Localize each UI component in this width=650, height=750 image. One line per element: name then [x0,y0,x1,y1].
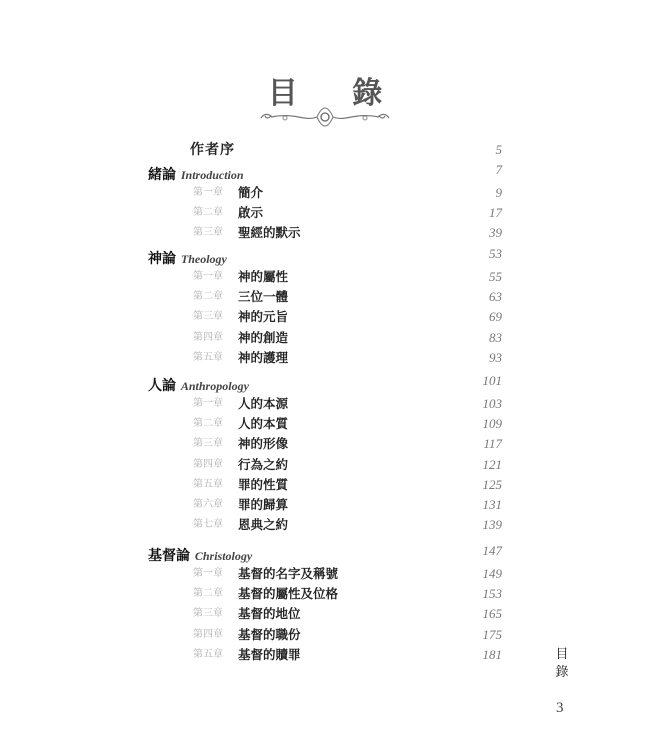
toc-section[interactable] [0,543,650,566]
chapter-label: 第二章 [193,207,223,219]
toc-chapter[interactable] [0,604,650,624]
chapter-label: 第三章 [193,227,223,239]
page-number-ref: 69 [489,309,502,325]
toc-chapter[interactable] [0,307,650,327]
chapter-label: 第三章 [193,608,223,620]
toc-chapter[interactable] [0,515,650,535]
toc-chapter[interactable] [0,645,650,665]
chapter-title: 啟示 [238,205,264,221]
chapter-label: 第一章 [193,271,223,282]
chapter-label: 第五章 [193,478,223,490]
page-number-ref: 103 [482,396,502,411]
chapter-label: 第六章 [193,499,223,510]
chapter-title: 基督的名字及稱號 [238,566,339,581]
toc-chapter[interactable] [0,348,650,368]
page-number-ref: 149 [482,566,502,581]
side-section-label [554,646,570,682]
chapter-title: 基督的地位 [238,606,301,622]
page-number-ref: 53 [489,246,502,261]
side-label-char: 目 [555,647,569,662]
toc-chapter[interactable] [0,203,650,223]
section-title-zh: 人論 [148,378,176,394]
side-label-char: 錄 [555,665,569,680]
section-title [148,546,252,566]
chapter-label: 第一章 [193,398,223,409]
chapter-title: 神的元旨 [238,309,289,325]
page-number-ref: 131 [482,497,502,512]
chapter-title: 基督的贖罪 [238,646,301,662]
page-number-ref: 147 [482,543,502,558]
toc-chapter[interactable] [0,414,650,434]
chapter-label: 第五章 [193,351,223,363]
toc-chapter[interactable] [0,584,650,604]
chapter-title: 恩典之約 [238,517,289,533]
page-number-ref: 83 [489,329,502,345]
chapter-title: 神的創造 [238,329,289,345]
section-title [148,165,244,185]
toc-chapter[interactable] [0,475,650,495]
chapter-title: 基督的職份 [238,626,301,642]
chapter-title: 神的屬性 [238,269,289,284]
page-number-ref: 17 [489,205,502,221]
chapter-label: 第一章 [193,568,223,579]
chapter-label: 第五章 [193,648,223,660]
toc-chapter[interactable] [0,267,650,287]
toc-chapter[interactable] [0,625,650,645]
chapter-label: 第四章 [193,458,223,470]
toc-chapter[interactable] [0,223,650,243]
page-number-ref: 175 [482,626,502,642]
chapter-title: 神的護理 [238,349,289,365]
page-number-ref: 5 [495,142,502,157]
page-number-ref: 125 [482,476,502,492]
section-title-en: Christology [194,549,253,563]
page-number-ref: 93 [489,349,502,365]
page-number-ref: 117 [483,436,502,452]
page-number-ref: 121 [482,456,502,472]
chapter-title: 行為之約 [238,456,289,472]
chapter-label: 第一章 [193,187,223,198]
page-title: 目 錄 [267,76,405,111]
toc-chapter[interactable] [0,495,650,515]
toc-chapter[interactable] [0,183,650,203]
chapter-title: 罪的性質 [238,476,289,492]
section-title [148,376,249,396]
section-title-en: Anthropology [180,379,249,393]
chapter-title: 人的本源 [238,396,289,411]
toc-chapter[interactable] [0,434,650,454]
page-number-ref: 165 [482,606,502,622]
chapter-label: 第四章 [193,628,223,640]
chapter-label: 第二章 [193,588,223,600]
toc-section[interactable] [0,162,650,185]
chapter-title: 人的本質 [238,416,289,432]
page-number-ref: 55 [489,269,502,284]
chapter-label: 第四章 [193,331,223,343]
chapter-title: 基督的屬性及位格 [238,586,339,602]
toc-section[interactable] [0,373,650,396]
toc-chapter[interactable] [0,394,650,414]
section-title-zh: 基督論 [148,548,190,564]
page-number-ref: 7 [495,162,502,177]
chapter-label: 第二章 [193,418,223,430]
section-title-en: Theology [180,252,227,266]
preface-title: 作者序 [190,142,235,158]
chapter-title: 罪的歸算 [238,497,289,512]
chapter-title: 神的形像 [238,436,289,452]
page-number-ref: 39 [489,225,502,241]
chapter-title: 聖經的默示 [238,225,301,241]
chapter-label: 第二章 [193,291,223,303]
page-number-ref: 9 [495,185,502,200]
chapter-label: 第三章 [193,311,223,323]
section-title-zh: 神論 [148,251,176,267]
ornament-divider-icon [255,106,395,128]
page-number-ref: 153 [482,586,502,602]
page-number-ref: 109 [482,416,502,432]
chapter-label: 第三章 [193,438,223,450]
toc-section[interactable] [0,246,650,269]
toc-chapter[interactable] [0,287,650,307]
page-number-ref: 63 [489,289,502,305]
page-number-ref: 139 [482,517,502,533]
chapter-title: 簡介 [238,185,264,200]
page-number: 3 [556,700,564,716]
page-number-ref: 181 [482,646,502,662]
section-title-en: Introduction [180,168,244,182]
toc-chapter[interactable] [0,455,650,475]
section-title-zh: 緒論 [148,167,176,183]
chapter-label: 第七章 [193,519,223,531]
section-title [148,249,227,269]
page-number-ref: 101 [482,373,502,388]
toc-chapter[interactable] [0,328,650,348]
toc-chapter[interactable] [0,564,650,584]
toc-entry-preface[interactable] [0,140,650,160]
chapter-title: 三位一體 [238,289,289,305]
